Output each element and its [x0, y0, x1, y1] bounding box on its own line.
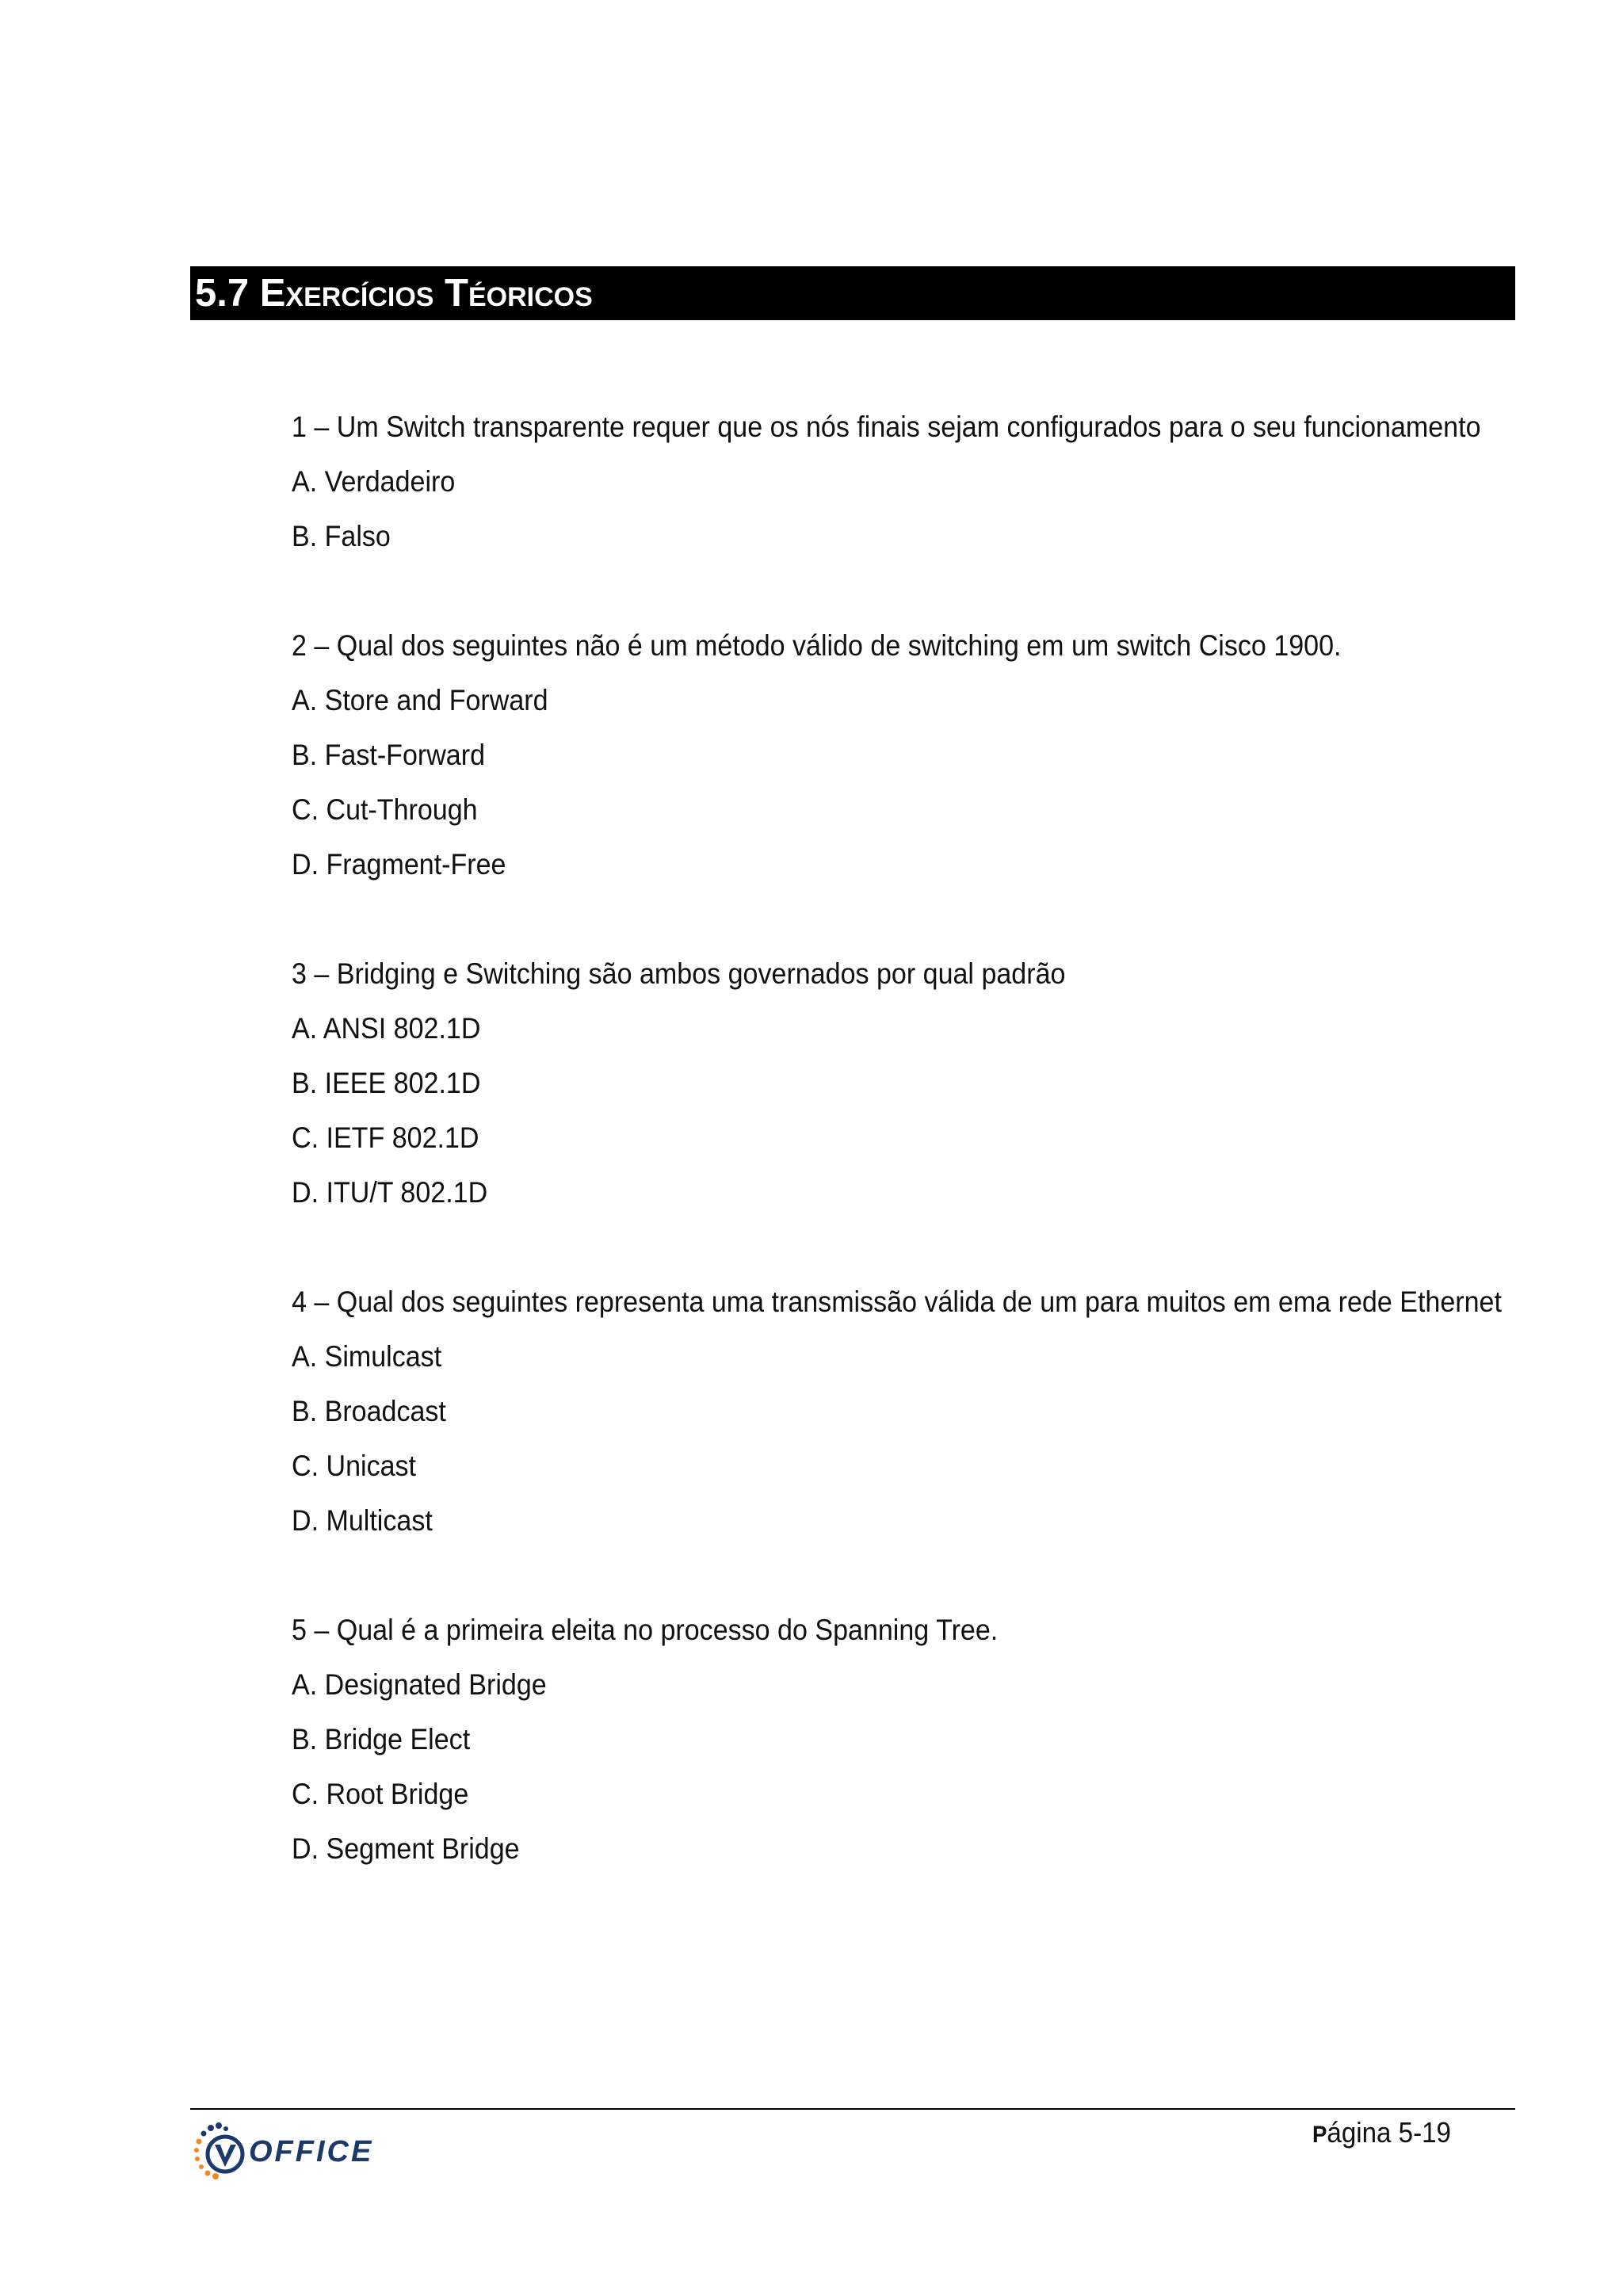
answer-option: C. Cut-Through [292, 793, 478, 826]
answer-option: A. Simulcast [292, 1340, 442, 1373]
answer-option: C. Unicast [292, 1450, 417, 1482]
answer-option: B. IEEE 802.1D [292, 1067, 481, 1099]
v-office-logo-icon [190, 2115, 254, 2191]
answer-option: C. IETF 802.1D [292, 1121, 479, 1154]
answer-option: D. ITU/T 802.1D [292, 1176, 488, 1209]
answer-option: D. Segment Bridge [292, 1832, 520, 1865]
page-label-text: ágina 5-19 [1327, 2116, 1451, 2149]
question-1 [292, 399, 1481, 563]
answer-option: B. Broadcast [292, 1395, 446, 1427]
question-text: 5 – Qual é a primeira eleita no processo do Spanning Tree. [292, 1614, 999, 1646]
question-text: 3 – Bridging e Switching são ambos governados por qual padrão [292, 957, 1066, 990]
question-text: 1 – Um Switch transparente requer que os nós finais sejam configurados para o seu funcionamento [292, 411, 1481, 443]
page-number [1312, 2116, 1451, 2149]
answer-option: D. Fragment-Free [292, 848, 506, 881]
answer-option: C. Root Bridge [292, 1778, 469, 1810]
question-2 [292, 618, 1415, 892]
section-title: 5.7 Exercícios Téoricos [195, 272, 593, 315]
question-text: 4 – Qual dos seguintes representa uma transmissão válida de um para muitos em ema rede Ethernet [292, 1286, 1502, 1318]
answer-option: A. Designated Bridge [292, 1668, 547, 1701]
answer-option: A. Verdadeiro [292, 465, 456, 498]
answer-option: B. Bridge Elect [292, 1723, 471, 1755]
section-header-bar [190, 266, 1515, 320]
question-3 [292, 946, 1415, 1220]
logo-wordmark: OFFICE [249, 2135, 374, 2168]
question-5 [292, 1603, 1415, 1876]
company-logo [190, 2115, 372, 2191]
question-text: 2 – Qual dos seguintes não é um método válido de switching em um switch Cisco 1900. [292, 629, 1342, 662]
footer-divider [190, 2108, 1515, 2110]
question-4 [292, 1274, 1502, 1548]
answer-option: B. Fast-Forward [292, 739, 486, 771]
answer-option: A. ANSI 802.1D [292, 1012, 481, 1045]
question-list [292, 399, 1502, 1931]
answer-option: B. Falso [292, 520, 391, 552]
answer-option: A. Store and Forward [292, 684, 548, 716]
answer-option: D. Multicast [292, 1504, 433, 1537]
page-label-initial: P [1312, 2122, 1327, 2148]
